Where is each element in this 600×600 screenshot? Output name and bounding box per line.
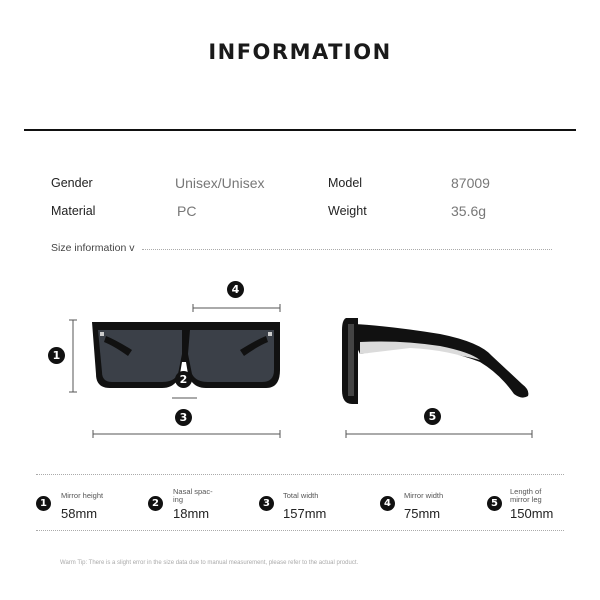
legend-label: Mirror width	[404, 491, 444, 500]
marker-4: 4	[227, 281, 244, 298]
marker-1: 1	[48, 347, 65, 364]
legend-badge: 5	[487, 496, 502, 511]
side-view-diagram	[330, 300, 560, 450]
weight-label: Weight	[328, 204, 367, 218]
legend-top-divider	[36, 474, 564, 475]
legend-label: Total width	[283, 491, 319, 500]
legend-value: 18mm	[173, 506, 210, 521]
front-view-diagram	[40, 270, 300, 450]
legend-value: 58mm	[61, 506, 98, 521]
legend-value: 150mm	[510, 506, 554, 521]
marker-5: 5	[424, 408, 441, 425]
left-lens	[98, 330, 182, 382]
material-value: PC	[177, 203, 197, 219]
legend-badge: 2	[148, 496, 163, 511]
page-title: INFORMATION	[208, 40, 392, 64]
size-info-divider	[142, 249, 552, 250]
marker-2: 2	[175, 371, 192, 388]
legend-bottom-divider	[36, 530, 564, 531]
legend-badge: 1	[36, 496, 51, 511]
legend-label: Nasal spac- ing	[173, 487, 213, 504]
model-value: 87009	[451, 175, 490, 191]
legend-badge: 4	[380, 496, 395, 511]
disclaimer-text: Warm Tip: There is a slight error in the size data due to manual measurement, please refer to the actual product.	[60, 560, 359, 566]
gender-label: Gender	[51, 176, 93, 190]
title-divider	[24, 129, 576, 131]
marker-3: 3	[175, 409, 192, 426]
gender-value: Unisex/Unisex	[175, 175, 265, 191]
legend-value: 75mm	[404, 506, 441, 521]
legend-badge: 3	[259, 496, 274, 511]
size-info-label: Size information v	[51, 242, 135, 254]
legend-label: Length of mirror leg	[510, 487, 542, 504]
legend-label: Mirror height	[61, 491, 104, 500]
right-lens	[188, 330, 274, 382]
weight-value: 35.6g	[451, 203, 487, 219]
side-temple	[354, 324, 528, 398]
material-label: Material	[51, 204, 96, 218]
model-label: Model	[328, 176, 363, 190]
legend-value: 157mm	[283, 506, 327, 521]
